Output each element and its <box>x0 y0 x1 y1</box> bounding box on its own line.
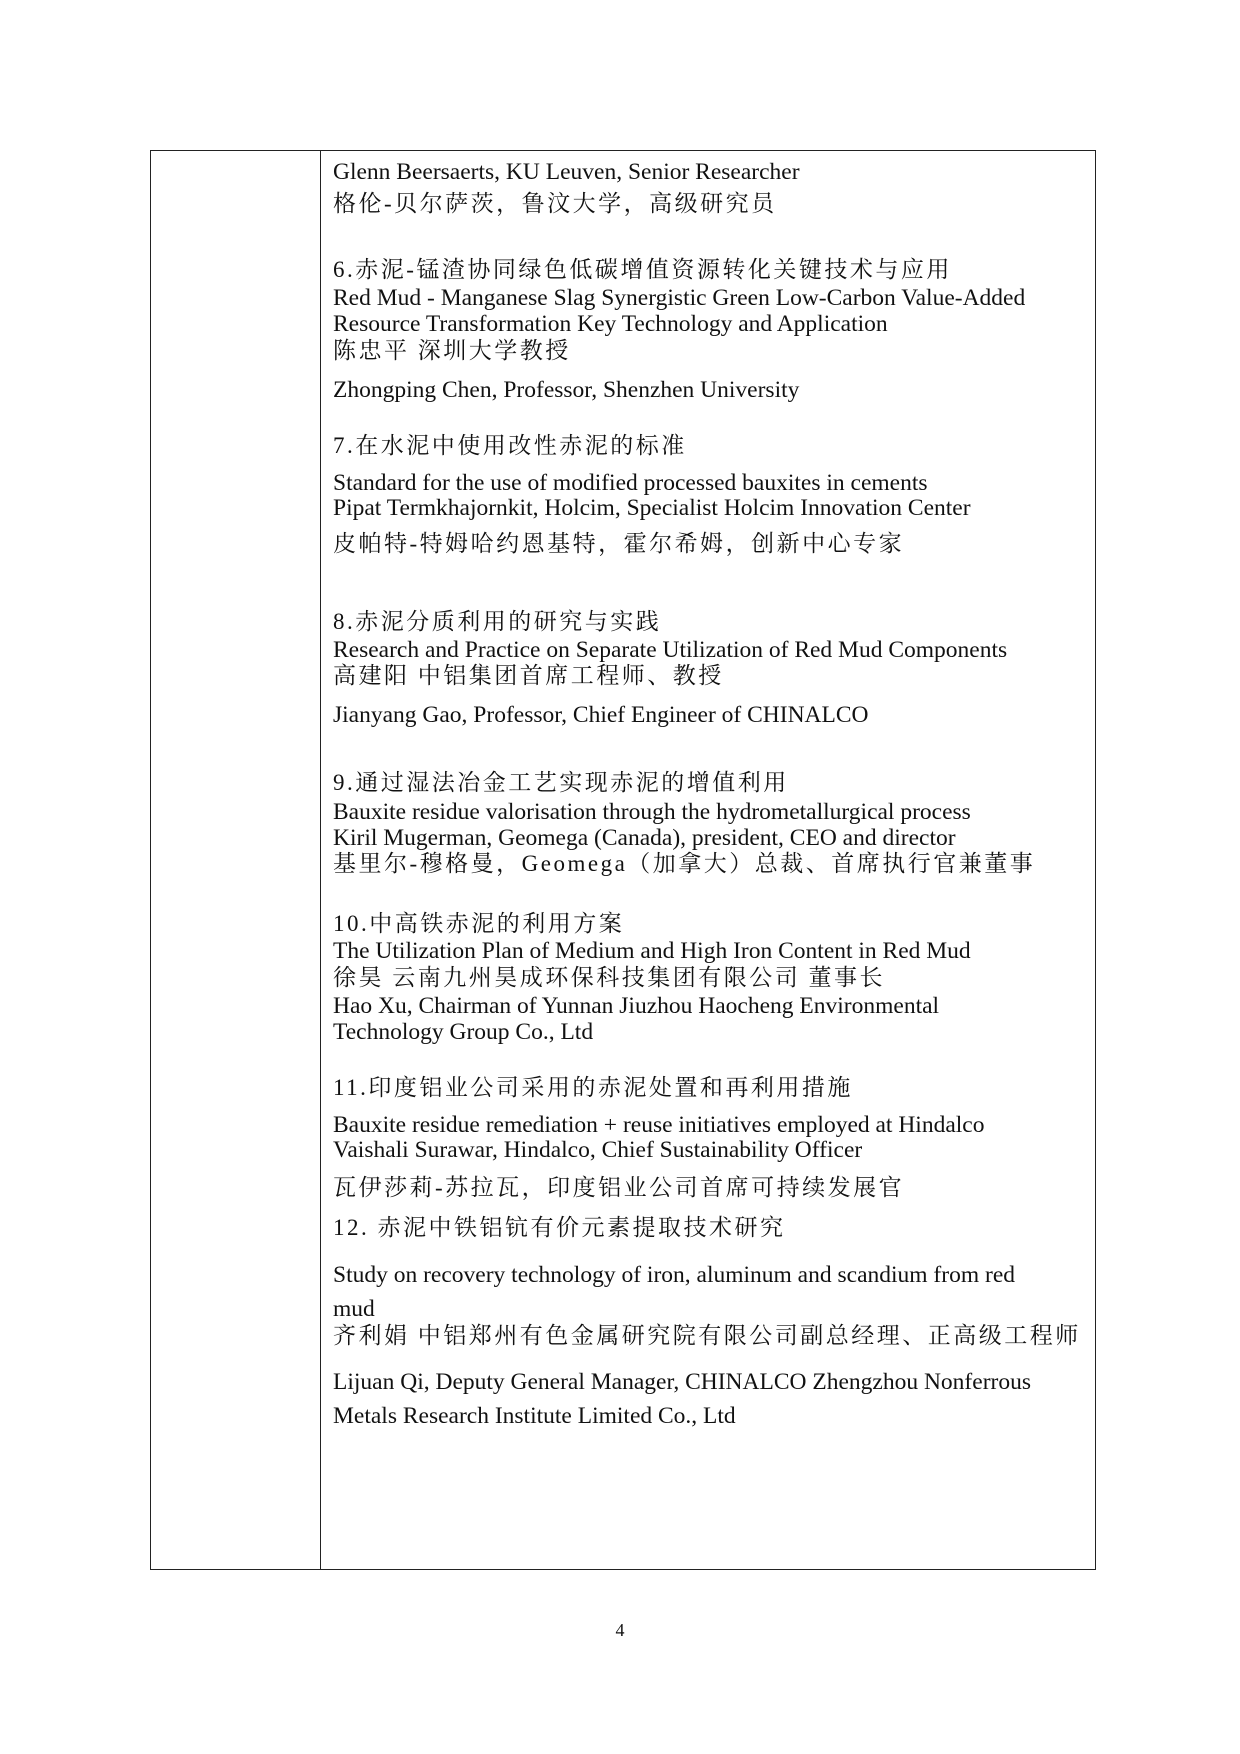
talk-title-en: mud <box>333 1296 375 1322</box>
speaker-en: Lijuan Qi, Deputy General Manager, CHINALCO Zhengzhou Nonferrous <box>333 1369 1031 1395</box>
speaker-zh: 陈忠平 深圳大学教授 <box>333 338 571 363</box>
page-number: 4 <box>615 1620 625 1640</box>
agenda-table <box>150 150 1096 1570</box>
talk-title-zh: 9.通过湿法冶金工艺实现赤泥的增值利用 <box>333 770 789 795</box>
talk-title-en: Standard for the use of modified processed bauxites in cements <box>333 470 928 496</box>
agenda-right-column <box>321 151 1095 1569</box>
talk-title-zh: 6.赤泥-锰渣协同绿色低碳增值资源转化关键技术与应用 <box>333 257 952 282</box>
speaker-en: Vaishali Surawar, Hindalco, Chief Sustainability Officer <box>333 1137 863 1163</box>
speaker-en: Zhongping Chen, Professor, Shenzhen University <box>333 377 800 403</box>
speaker-zh: 齐利娟 中铝郑州有色金属研究院有限公司副总经理、正高级工程师 <box>333 1323 1081 1348</box>
speaker-zh: 格伦-贝尔萨茨，鲁汶大学，高级研究员 <box>333 191 777 216</box>
speaker-zh: 瓦伊莎莉-苏拉瓦，印度铝业公司首席可持续发展官 <box>333 1175 905 1200</box>
talk-title-zh: 10.中高铁赤泥的利用方案 <box>333 911 625 936</box>
talk-title-en: Bauxite residue remediation + reuse initiatives employed at Hindalco <box>333 1112 985 1138</box>
speaker-zh: 皮帕特-特姆哈约恩基特，霍尔希姆，创新中心专家 <box>333 531 905 556</box>
speaker-zh: 高建阳 中铝集团首席工程师、教授 <box>333 663 724 688</box>
talk-title-zh: 11.印度铝业公司采用的赤泥处置和再利用措施 <box>333 1075 853 1100</box>
talk-title-en: Study on recovery technology of iron, aluminum and scandium from red <box>333 1262 1015 1288</box>
talk-title-en: Bauxite residue valorisation through the hydrometallurgical process <box>333 799 971 825</box>
speaker-en: Technology Group Co., Ltd <box>333 1019 594 1045</box>
talk-title-en: Research and Practice on Separate Utilization of Red Mud Components <box>333 637 1008 663</box>
speaker-zh: 徐昊 云南九州昊成环保科技集团有限公司 董事长 <box>333 965 885 990</box>
talk-title-zh: 7.在水泥中使用改性赤泥的标准 <box>333 433 687 458</box>
speaker-en: Metals Research Institute Limited Co., Ltd <box>333 1403 736 1429</box>
talk-title-en: Red Mud - Manganese Slag Synergistic Green Low-Carbon Value-Added <box>333 285 1026 311</box>
speaker-en: Kiril Mugerman, Geomega (Canada), president, CEO and director <box>333 825 956 851</box>
talk-title-en: The Utilization Plan of Medium and High Iron Content in Red Mud <box>333 938 971 964</box>
speaker-en: Glenn Beersaerts, KU Leuven, Senior Researcher <box>333 159 800 185</box>
agenda-left-column <box>151 151 321 1569</box>
talk-title-en: Resource Transformation Key Technology and Application <box>333 311 888 337</box>
speaker-en: Hao Xu, Chairman of Yunnan Jiuzhou Haocheng Environmental <box>333 993 940 1019</box>
speaker-zh: 基里尔-穆格曼，Geomega（加拿大）总裁、首席执行官兼董事 <box>333 851 1036 876</box>
talk-title-zh: 12. 赤泥中铁铝钪有价元素提取技术研究 <box>333 1215 786 1240</box>
speaker-en: Jianyang Gao, Professor, Chief Engineer of CHINALCO <box>333 702 869 728</box>
talk-title-zh: 8.赤泥分质利用的研究与实践 <box>333 609 662 634</box>
speaker-en: Pipat Termkhajornkit, Holcim, Specialist Holcim Innovation Center <box>333 495 971 521</box>
